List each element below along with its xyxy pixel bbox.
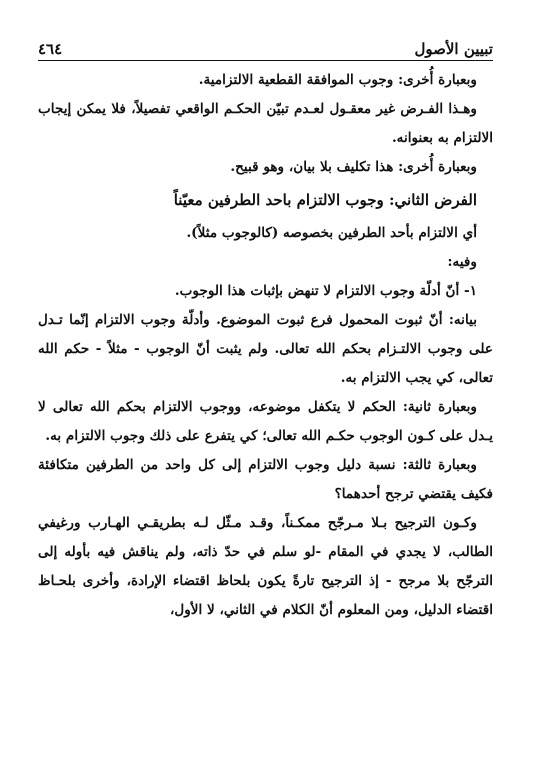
paragraph: وبعبارة أُخرى: وجوب الموافقة القطعية الالتزامية. (198, 72, 477, 88)
paragraph: وكـون الترجيح بـلا مـرجّح ممكـناً، وقـد مـثّل لـه بطريقـي الهـارب ورغيفي الطالب، لا يجدي في المقام -لو سلم في حدّ ذاته، ولم يناقش فيه بأوله إلى الترجّح بلا مرجح - إذ الترجيح تارةً يكون بلحاظ اقتضاء الإرادة، وأخرى بلحـاظ اقتضاء الدليل، ومن المعلوم أنّ الكلام في الثاني، لا الأول، (38, 515, 493, 618)
page-number: ٤٦٤ (38, 40, 63, 58)
book-title: تبيين الأصول (414, 40, 493, 58)
section-heading: الفرض الثاني: وجوب الالتزام باحد الطرفين معيّناً (173, 191, 477, 209)
paragraph: وفيه: (447, 254, 477, 270)
page-body (38, 66, 493, 625)
paragraph: أي الالتزام بأحد الطرفين بخصوصه (كالوجوب مثلاً). (186, 225, 477, 241)
paragraph: وبعبارة أُخرى: هذا تكليف بلا بيان، وهو قبيح. (230, 159, 477, 175)
running-header (38, 36, 493, 61)
paragraph: ١- أنّ أدلّة وجوب الالتزام لا تنهض بإثبات هذا الوجوب. (174, 283, 477, 299)
paragraph: وبعبارة ثانية: الحكم لا يتكفل موضوعه، ووجوب الالتزام بحكم الله تعالى لا يـدل على كـون الوجوب حكـم الله تعالى؛ كي يتفرع على ذلك وجوب الالتزام به. (38, 399, 493, 444)
paragraph: وهـذا الفـرض غير معقـول لعـدم تبيّن الحكـم الواقعي تفصيلاً، فلا يمكن إيجاب الالتزام به بعنوانه. (38, 101, 493, 146)
paragraph: بيانه: أنّ ثبوت المحمول فرع ثبوت الموضوع. وأدلّة وجوب الالتزام إنّما تـدل على وجوب الالتـزام بحكم الله تعالى. ولم يثبت أنّ الوجوب - مثلاً - حكم الله تعالى، كي يجب الالتزام به. (38, 312, 493, 386)
paragraph: وبعبارة ثالثة: نسبة دليل وجوب الالتزام إلى كل واحد من الطرفين متكافئة فكيف يقتضي ترجح أحدهما؟ (38, 457, 493, 502)
